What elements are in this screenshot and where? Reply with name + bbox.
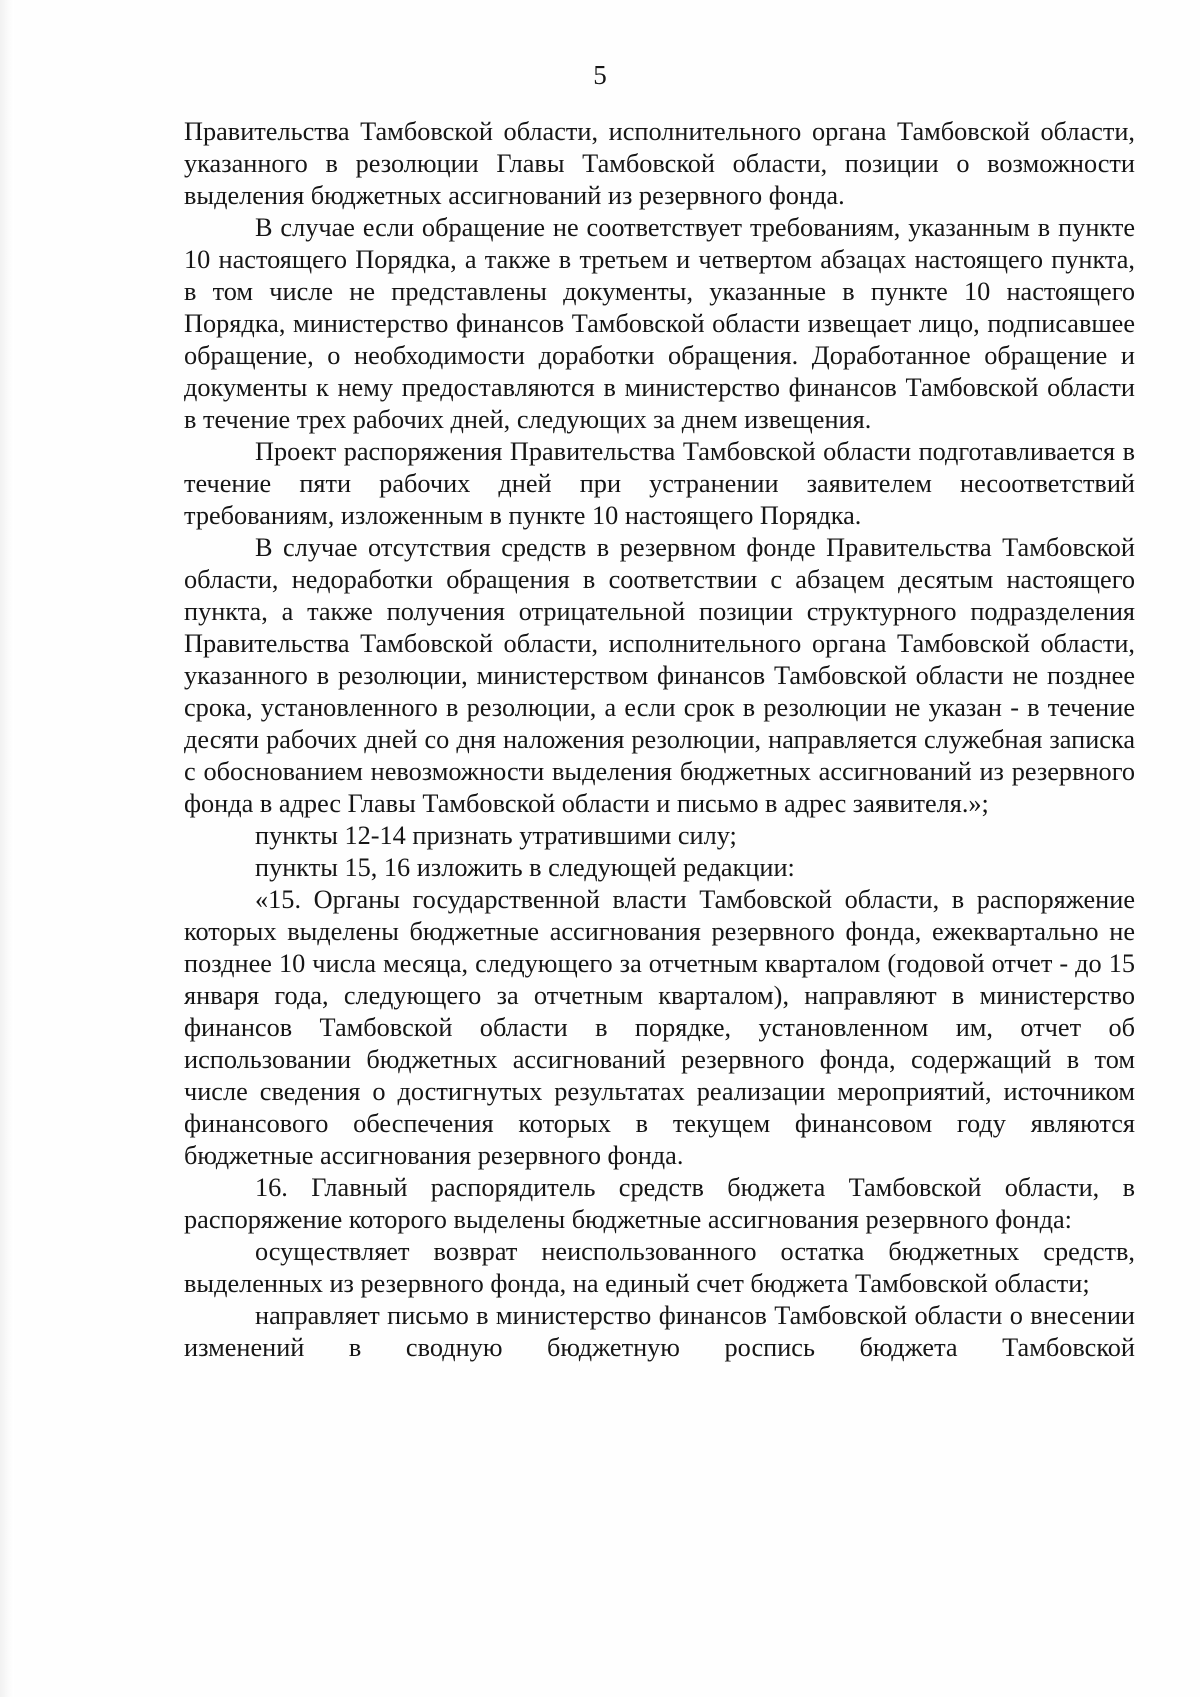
page-number: 5 [593,60,607,90]
paragraph-return-balance: осуществляет возврат неиспользованного остатка бюджетных средств, выделенных из резервного фонда, на единый счет бюджета Тамбовской области; [184,1237,1135,1298]
scan-edge [0,0,14,1697]
paragraph-rework-request: В случае если обращение не соответствует требованиям, указанным в пункте 10 настоящего Порядка, а также в третьем и четвертом абзацах настоящего пункта, в том числе не представлены документы, указанные в пункте 10 настоящего Порядка, министерство финансов Тамбовской области извещает лицо, подписавшее обращение, о необходимости доработки обращения. Доработанное обращение и документы к нему предоставляются в министерство финансов Тамбовской области в течение трех рабочих дней, следующих за днем извещения. [184,213,1135,434]
paragraph-draft-order: Проект распоряжения Правительства Тамбовской области подготавливается в течение пяти рабочих дней при устранении заявителем несоответствий требованиям, изложенным в пункте 10 настоящего Порядка. [184,437,1135,530]
paragraph-refusal: В случае отсутствия средств в резервном фонде Правительства Тамбовской области, недоработки обращения в соответствии с абзацем десятым настоящего пункта, а также получения отрицательной позиции структурного подразделения Правительства Тамбовской области, исполнительного органа Тамбовской области, указанного в резолюции, министерством финансов Тамбовской области не позднее срока, установленного в резолюции, а если срок в резолюции не указан - в течение десяти рабочих дней со дня наложения резолюции, направляется служебная записка с обоснованием невозможности выделения бюджетных ассигнований из резервного фонда в адрес Главы Тамбовской области и письмо в адрес заявителя.»; [184,533,1135,818]
document-body [184,116,1135,1364]
paragraph-item-15: «15. Органы государственной власти Тамбовской области, в распоряжение которых выделены бюджетные ассигнования резервного фонда, ежеквартально не позднее 10 числа месяца, следующего за отчетным кварталом (годовой отчет - до 15 января года, следующего за отчетным кварталом), направляют в министерство финансов Тамбовской области в порядке, установленном им, отчет об использовании бюджетных ассигнований резервного фонда, содержащий в том числе сведения о достигнутых результатах реализации мероприятий, источником финансового обеспечения которых в текущем финансовом году являются бюджетные ассигнования резервного фонда. [184,885,1135,1170]
paragraph-item-16: 16. Главный распорядитель средств бюджета Тамбовской области, в распоряжение которого выделены бюджетные ассигнования резервного фонда: [184,1173,1135,1234]
paragraph-items-15-16: пункты 15, 16 изложить в следующей редакции: [255,853,795,882]
paragraph-continuation: Правительства Тамбовской области, исполнительного органа Тамбовской области, указанного в резолюции Главы Тамбовской области, позиции о возможности выделения бюджетных ассигнований из резервного фонда. [184,117,1135,210]
paragraph-send-letter: направляет письмо в министерство финансов Тамбовской области о внесении изменений в сводную бюджетную роспись бюджета Тамбовской [184,1301,1135,1362]
paragraph-items-12-14: пункты 12-14 признать утратившими силу; [255,821,737,850]
